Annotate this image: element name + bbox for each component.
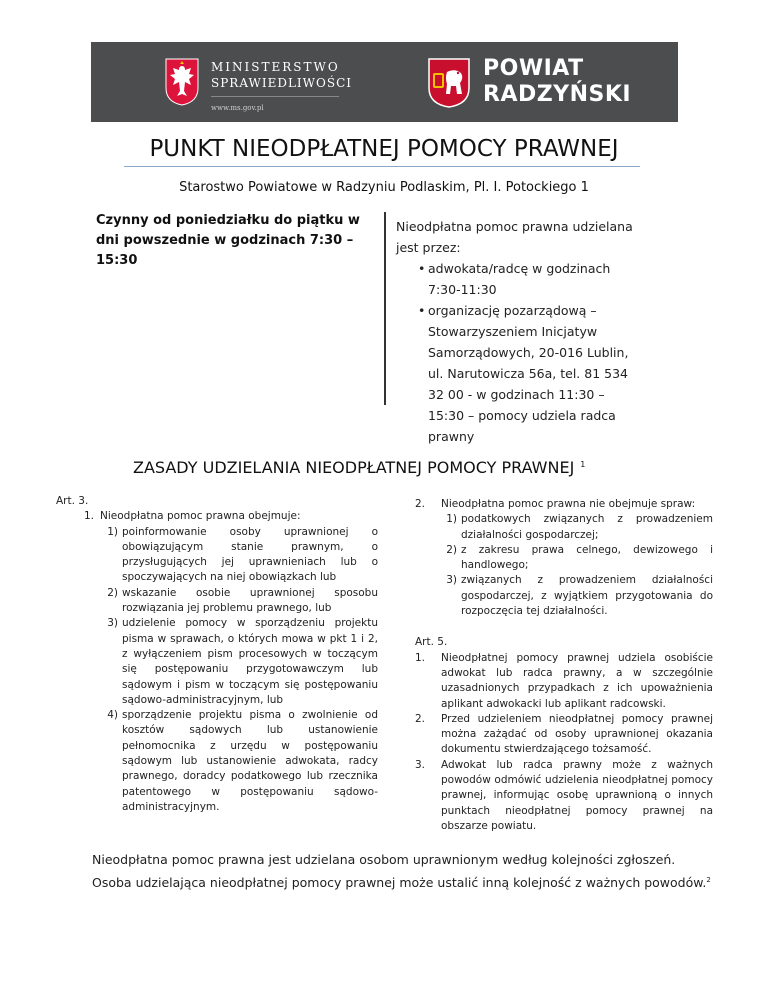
paragraph-number: 2. (415, 498, 426, 510)
paragraph-number: 1. (83, 510, 94, 523)
paragraph (56, 509, 378, 524)
opening-hours: Czynny od poniedziałku do piątku w dni powszednie w godzinach 7:30 – 15:30 (96, 213, 360, 268)
footer-line: Osoba udzielająca nieodpłatnej pomocy prawnej może ustalić inną kolejność z ważnych powodów. (92, 875, 707, 891)
list-item (56, 525, 378, 586)
paragraph-number: 2. (415, 712, 426, 725)
paragraph-text: Nieodpłatna pomoc prawna nie obejmuje spraw: (441, 498, 696, 510)
powiat-name-line2: RADZYŃSKI (483, 82, 632, 107)
rules-heading-text: ZASADY UDZIELANIA NIEODPŁATNEJ POMOCY PRAWNEJ (133, 458, 575, 477)
paragraph-number: 1. (415, 651, 426, 664)
list-item (56, 586, 378, 617)
item-text: z zakresu prawa celnego, dewizowego i handlowego; (461, 543, 713, 572)
item-text: poinformowanie osoby uprawnionej o obowiązującym stanie prawnym, o przysługujących jej uprawnieniach lub o spoczywających na niej obowiązkach lub (122, 525, 378, 584)
ministry-url: www.ms.gov.pl (211, 104, 264, 112)
provided-list (396, 258, 636, 447)
paragraph-text: Nieodpłatna pomoc prawna obejmuje: (100, 510, 301, 523)
item-number: 4) (107, 709, 118, 722)
column-divider (384, 212, 386, 405)
paragraph-text: Przed udzieleniem nieodpłatnej pomocy prawnej można zażądać od osoby uprawnionej okazania dokumentu stwierdzającego tożsamość. (441, 712, 713, 756)
item-number: 2) (446, 543, 457, 556)
item-text: związanych z prowadzeniem działalności gospodarczej, z wyjątkiem przygotowania do rozpoczęcia tej działalności. (461, 574, 713, 618)
footer-notes (92, 850, 732, 893)
title-underline (124, 166, 640, 167)
list-item (56, 616, 378, 708)
paragraph (415, 712, 713, 758)
ministry-name-line2: SPRAWIEDLIWOŚCI (211, 76, 352, 90)
list-item (415, 543, 713, 574)
paragraph (415, 758, 713, 834)
ministry-divider (211, 96, 339, 97)
rules-heading (133, 458, 585, 477)
list-item (56, 708, 378, 815)
footnote-mark: 1 (580, 459, 586, 469)
article-label: Art. 3. (56, 495, 89, 507)
item-number: 3) (107, 617, 118, 630)
provided-by-section (396, 216, 636, 447)
paragraph-text: Nieodpłatnej pomocy prawnej udziela osobiście adwokat lub radca prawny, a w szczególnie uzasadnionych przypadkach z ich upoważnienia aplikant adwokacki lub aplikant radcowski. (441, 651, 713, 710)
powiat-name-line1: POWIAT (483, 56, 584, 81)
item-text: sporządzenie projektu pisma o zwolnienie od kosztów sądowych lub ustanowienie pełnomocnika z urzędu w postępowaniu sądowym lub ustanowienie adwokata, radcy prawnego, doradcy podatkowego lub rzecznika patentowego w postępowaniu sądowo-administracyjnym. (122, 709, 378, 813)
footer-line: Nieodpłatna pomoc prawna jest udzielana osobom uprawnionym według kolejności zgłoszeń. (92, 852, 676, 867)
item-text: wskazanie osobie uprawnionej sposobu rozwiązania jej problemu prawnego, lub (122, 586, 378, 615)
powiat-coat-of-arms-icon (428, 58, 470, 108)
article-label: Art. 5. (415, 636, 448, 649)
right-rules-column (415, 497, 713, 834)
provided-intro: Nieodpłatna pomoc prawna udzielana jest przez: (396, 219, 633, 255)
ministry-name-line1: MINISTERSTWO (211, 60, 340, 74)
list-item (415, 512, 713, 543)
header-banner (91, 42, 678, 122)
polish-eagle-emblem-icon (165, 58, 199, 106)
paragraph-text: Adwokat lub radca prawny może z ważnych powodów odmówić udzielenia nieodpłatnej pomocy prawnej, informując osobę uprawnioną o innych punktach nieodpłatnej pomocy prawnej na obszarze powiatu. (441, 758, 713, 832)
item-text: podatkowych związanych z prowadzeniem działalności gospodarczej; (461, 513, 713, 541)
provided-item: • organizację pozarządową – Stowarzyszeniem Inicjatyw Samorządowych, 20-016 Lublin, ul. Narutowicza 56a, tel. 81 534 32 00 - w godzinach 11:30 – 15:30 – pomocy udziela radca prawny (396, 300, 636, 447)
provided-item: • adwokata/radcę w godzinach 7:30-11:30 (396, 258, 636, 300)
address-line: Starostwo Powiatowe w Radzyniu Podlaskim, Pl. I. Potockiego 1 (179, 180, 589, 195)
footer-line-with-mark (92, 870, 732, 893)
item-number: 3) (446, 574, 457, 587)
page-title: PUNKT NIEODPŁATNEJ POMOCY PRAWNEJ (149, 136, 619, 162)
art3-section (56, 494, 378, 815)
item-number: 2) (107, 586, 118, 599)
paragraph (415, 497, 713, 512)
footnote-mark: 2 (706, 876, 711, 884)
paragraph (415, 651, 713, 712)
item-number: 1) (107, 525, 118, 538)
list-item (415, 573, 713, 619)
spacer (415, 619, 713, 635)
item-text: udzielenie pomocy w sporządzeniu projektu pisma w sprawach, o których mowa w pkt 1 i 2, z wyłączeniem pism procesowych w toczącym się postępowaniu przygotowawczym lub sądowym i pism w toczącym się postępowaniu sądowo-administracyjnym, lub (122, 617, 378, 706)
paragraph-number: 3. (415, 758, 426, 771)
item-number: 1) (446, 513, 457, 526)
